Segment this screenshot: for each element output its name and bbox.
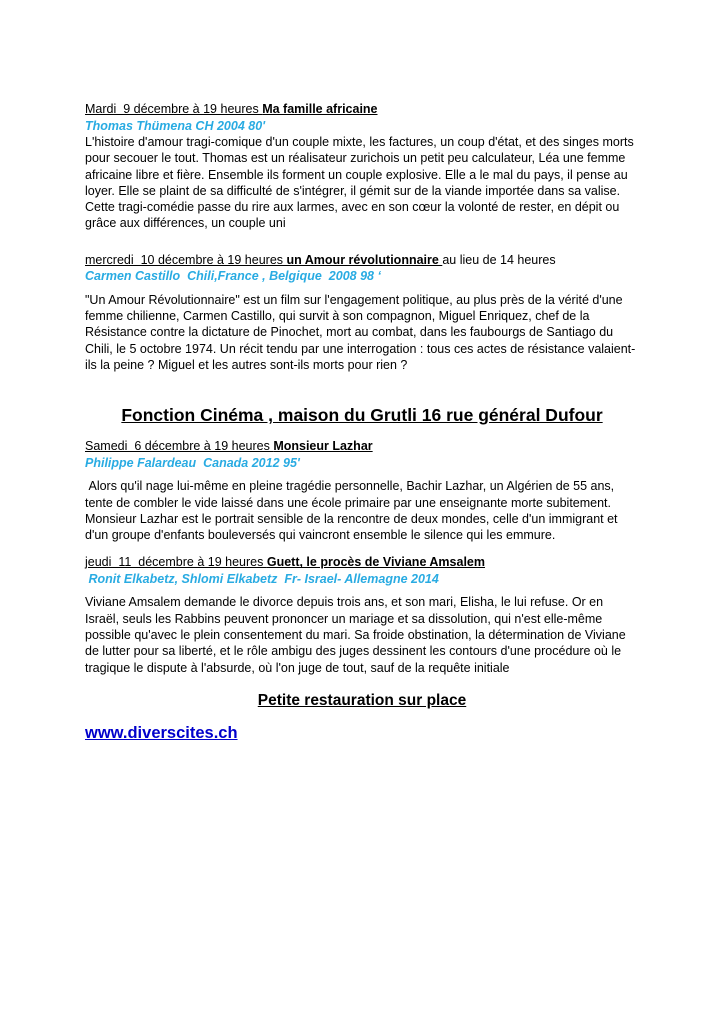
film-entry — [85, 554, 639, 675]
film-director-line: Carmen Castillo Chili,France , Belgique 2008 98 ‘ — [85, 269, 381, 284]
film-title: Monsieur Lazhar — [273, 439, 373, 454]
film-date-title-line — [85, 438, 639, 455]
film-description: "Un Amour Révolutionnaire" est un film sur l'engagement politique, au plus près de la vérité d'une femme chilienne, Carmen Castillo, qui survit à son compagnon, Miguel Enriquez, chef de la Résistance contre la dictature de Pinochet, mort au combat, dans les faubourgs de Santiago du Chili, le 5 octobre 1974. Un récit tendu par une interrogation : tous ces actes de résistance valaient-ils la peine ? Miguel et les autres sont-ils morts pour rien ? — [85, 292, 636, 372]
film-schedule-note: au lieu de 14 heures — [442, 252, 556, 267]
film-date: mercredi 10 décembre à 19 heures — [85, 252, 287, 267]
film-title: Guett, le procès de Viviane Amsalem — [266, 555, 485, 570]
program-content — [85, 101, 639, 743]
venue-heading: Fonction Cinéma , maison du Grutli 16 rue général Dufour — [121, 405, 603, 426]
website-line — [85, 724, 639, 743]
website-link[interactable]: www.diverscites.ch — [85, 723, 238, 742]
film-date-title-line — [85, 554, 639, 571]
film-entry — [85, 252, 639, 373]
film-entry — [85, 101, 639, 232]
film-description: L'histoire d'amour tragi-comique d'un couple mixte, les factures, un coup d'état, et des singes morts pour secouer le tout. Thomas est un réalisateur zurichois un petit peu calculateur, Léa une femme africaine libre et fière. Ensemble ils forment un couple explosive. Elle a le mal du pays, il pense au loyer. Elle se plaint de sa difficulté de s'intégrer, il gémit sur de la viande importée dans sa valise. Cette tragi-comédie passe du rire aux larmes, avec en son cœur la volonté de rester, en dépit ou grâce aux différences, un couple uni — [85, 135, 638, 231]
film-director-line: Thomas Thümena CH 2004 80' — [85, 118, 266, 133]
film-date: Mardi 9 décembre à 19 heures — [85, 102, 263, 116]
restauration-note: Petite restauration sur place — [257, 691, 467, 709]
film-date-title-line — [85, 252, 639, 269]
film-director-line: Philippe Falardeau Canada 2012 95' — [85, 455, 300, 470]
film-date-title-line — [85, 101, 639, 118]
film-title: Ma famille africaine — [262, 102, 378, 116]
film-description: Alors qu'il nage lui-même en pleine tragédie personnelle, Bachir Lazhar, un Algérien de 55 ans, tente de combler le vide laissé dans une école primaire par une enseignante morte subitement. Monsieur Lazhar est le portrait sensible de la rencontre de deux mondes, celle d'un immigrant et d'un groupe d'enfants bouleversés qui vaincront ensemble le silence qui les emmure. — [85, 479, 622, 543]
film-date: Samedi 6 décembre à 19 heures — [85, 439, 274, 454]
film-date: jeudi 11 décembre à 19 heures — [85, 555, 267, 570]
film-entry — [85, 438, 639, 543]
film-director-line: Ronit Elkabetz, Shlomi Elkabetz Fr- Israel- Allemagne 2014 — [85, 571, 439, 586]
film-description: Viviane Amsalem demande le divorce depuis trois ans, et son mari, Elisha, le lui refuse. Or en Israël, seuls les Rabbins peuvent prononcer un mariage et sa dissolution, qui n'est elle-même possible qu'avec le plein consentement du mari. Sa froide obstination, la détermination de Viviane de lutter pour sa liberté, et le rôle ambigu des juges dessinent les contours d'une procédure où le tragique le dispute à l'absurde, où l'on juge de tout, sauf de la requête initiale — [85, 595, 630, 675]
film-title: un Amour révolutionnaire — [286, 252, 443, 267]
